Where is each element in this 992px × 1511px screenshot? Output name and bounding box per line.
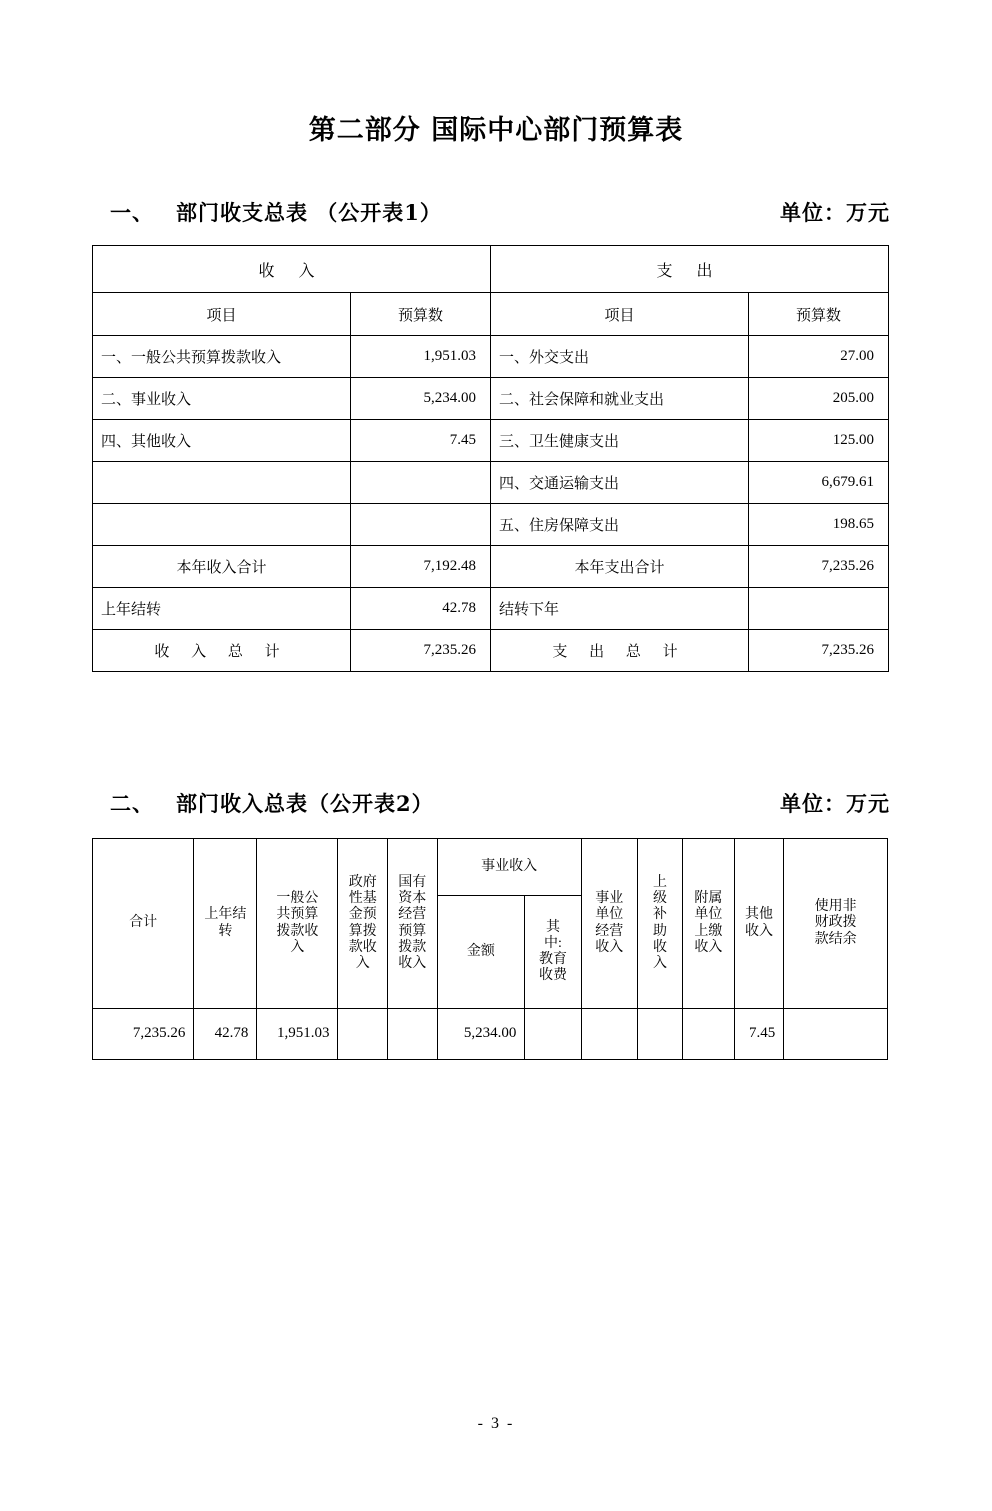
value-affiliate-payment-income <box>682 1009 734 1060</box>
section-1-header <box>92 197 900 227</box>
value-business-operation-income <box>581 1009 637 1060</box>
expense-item: 三、卫生健康支出 <box>491 420 749 462</box>
income-summary-table <box>92 838 888 1060</box>
income-item: 一、一般公共预算拨款收入 <box>93 336 351 378</box>
income-item <box>93 462 351 504</box>
income-total-amount: 7,235.26 <box>351 630 491 672</box>
expense-item-header: 项目 <box>491 293 749 336</box>
income-amount <box>351 462 491 504</box>
section-2-header <box>92 788 900 818</box>
table-row-carryover <box>93 588 889 630</box>
section-1-title <box>92 197 442 227</box>
income-item <box>93 504 351 546</box>
header-superior-subsidy-income-text: 上级补助收入 <box>652 875 667 971</box>
table-row-subtotal <box>93 546 889 588</box>
value-total: 7,235.26 <box>93 1009 194 1060</box>
expense-amount: 125.00 <box>749 420 889 462</box>
header-state-capital-budget <box>387 839 437 1009</box>
value-gov-fund-budget <box>338 1009 388 1060</box>
expense-amount: 6,679.61 <box>749 462 889 504</box>
section-2-number: 二、 <box>110 791 154 816</box>
header-general-public-budget-text: 一般公共预算拨款收入 <box>276 891 319 955</box>
expense-item: 四、交通运输支出 <box>491 462 749 504</box>
expense-subtotal-amount: 7,235.26 <box>749 546 889 588</box>
header-business-income-amount: 金额 <box>437 896 525 1009</box>
expense-item: 五、住房保障支出 <box>491 504 749 546</box>
header-business-operation-income <box>581 839 637 1009</box>
section-2-title <box>92 788 434 818</box>
expense-group-header: 支 出 <box>491 246 889 293</box>
header-other-income <box>734 839 784 1009</box>
header-business-income-education <box>525 896 581 1009</box>
expense-amount: 27.00 <box>749 336 889 378</box>
table-row <box>93 246 889 293</box>
header-use-nonbudget-surplus-text: 使用非财政拨款结余 <box>814 899 857 947</box>
expense-amount-header: 预算数 <box>749 293 889 336</box>
header-business-income-education-text: 其中:教育收费 <box>538 919 567 984</box>
expense-subtotal-label: 本年支出合计 <box>491 546 749 588</box>
income-amount: 1,951.03 <box>351 336 491 378</box>
income-amount: 7.45 <box>351 420 491 462</box>
section-1-text: 部门收支总表 （公开表1） <box>176 200 442 225</box>
table-row <box>93 378 889 420</box>
header-general-public-budget <box>257 839 338 1009</box>
header-affiliate-payment-income-text: 附属单位上缴收入 <box>694 891 723 955</box>
income-item: 四、其他收入 <box>93 420 351 462</box>
table-row <box>93 1009 888 1060</box>
header-gov-fund-budget <box>338 839 388 1009</box>
section-2-text: 部门收入总表（公开表2） <box>176 791 434 816</box>
header-superior-subsidy-income <box>637 839 682 1009</box>
value-use-nonbudget-surplus <box>784 1009 888 1060</box>
table-row <box>93 504 889 546</box>
header-total: 合计 <box>93 839 194 1009</box>
header-carryover-prev-text: 上年结转 <box>204 907 247 939</box>
header-business-operation-income-text: 事业单位经营收入 <box>595 891 624 955</box>
expense-item: 一、外交支出 <box>491 336 749 378</box>
section-1-unit: 单位：万元 <box>780 200 890 225</box>
expense-total-amount: 7,235.26 <box>749 630 889 672</box>
expense-amount: 198.65 <box>749 504 889 546</box>
income-subtotal-amount: 7,192.48 <box>351 546 491 588</box>
header-carryover-prev <box>194 839 257 1009</box>
carryover-out-label: 结转下年 <box>491 588 749 630</box>
value-general-public-budget: 1,951.03 <box>257 1009 338 1060</box>
table-row <box>93 462 889 504</box>
header-other-income-text: 其他收入 <box>745 907 774 939</box>
income-subtotal-label: 本年收入合计 <box>93 546 351 588</box>
header-use-nonbudget-surplus <box>784 839 888 1009</box>
expense-total-label: 支 出 总 计 <box>491 630 749 672</box>
section-2-unit: 单位：万元 <box>780 791 890 816</box>
table-row <box>93 293 889 336</box>
header-affiliate-payment-income <box>682 839 734 1009</box>
carryover-in-amount: 42.78 <box>351 588 491 630</box>
page-number: - 3 - <box>477 1415 515 1432</box>
income-amount <box>351 504 491 546</box>
page-title: 第二部分 国际中心部门预算表 <box>308 115 684 146</box>
expense-amount: 205.00 <box>749 378 889 420</box>
value-state-capital-budget <box>387 1009 437 1060</box>
carryover-out-amount <box>749 588 889 630</box>
value-other-income: 7.45 <box>734 1009 784 1060</box>
header-gov-fund-budget-text: 政府性基金预算拨款收入 <box>348 875 377 971</box>
income-amount-header: 预算数 <box>351 293 491 336</box>
section-1-number: 一、 <box>110 200 154 225</box>
income-total-label: 收 入 总 计 <box>93 630 351 672</box>
table-row <box>93 336 889 378</box>
value-business-income-education <box>525 1009 581 1060</box>
expense-item: 二、社会保障和就业支出 <box>491 378 749 420</box>
income-group-header: 收 入 <box>93 246 491 293</box>
budget-summary-table <box>92 245 889 672</box>
header-business-income-group: 事业收入 <box>437 839 581 896</box>
value-carryover-prev: 42.78 <box>194 1009 257 1060</box>
value-business-income-amount: 5,234.00 <box>437 1009 525 1060</box>
document-page <box>0 108 992 1511</box>
income-item-header: 项目 <box>93 293 351 336</box>
income-amount: 5,234.00 <box>351 378 491 420</box>
header-state-capital-budget-text: 国有资本经营预算拨款收入 <box>398 875 427 971</box>
income-item: 二、事业收入 <box>93 378 351 420</box>
carryover-in-label: 上年结转 <box>93 588 351 630</box>
value-superior-subsidy-income <box>637 1009 682 1060</box>
table-header-row <box>93 839 888 896</box>
table-row <box>93 420 889 462</box>
table-row-total <box>93 630 889 672</box>
